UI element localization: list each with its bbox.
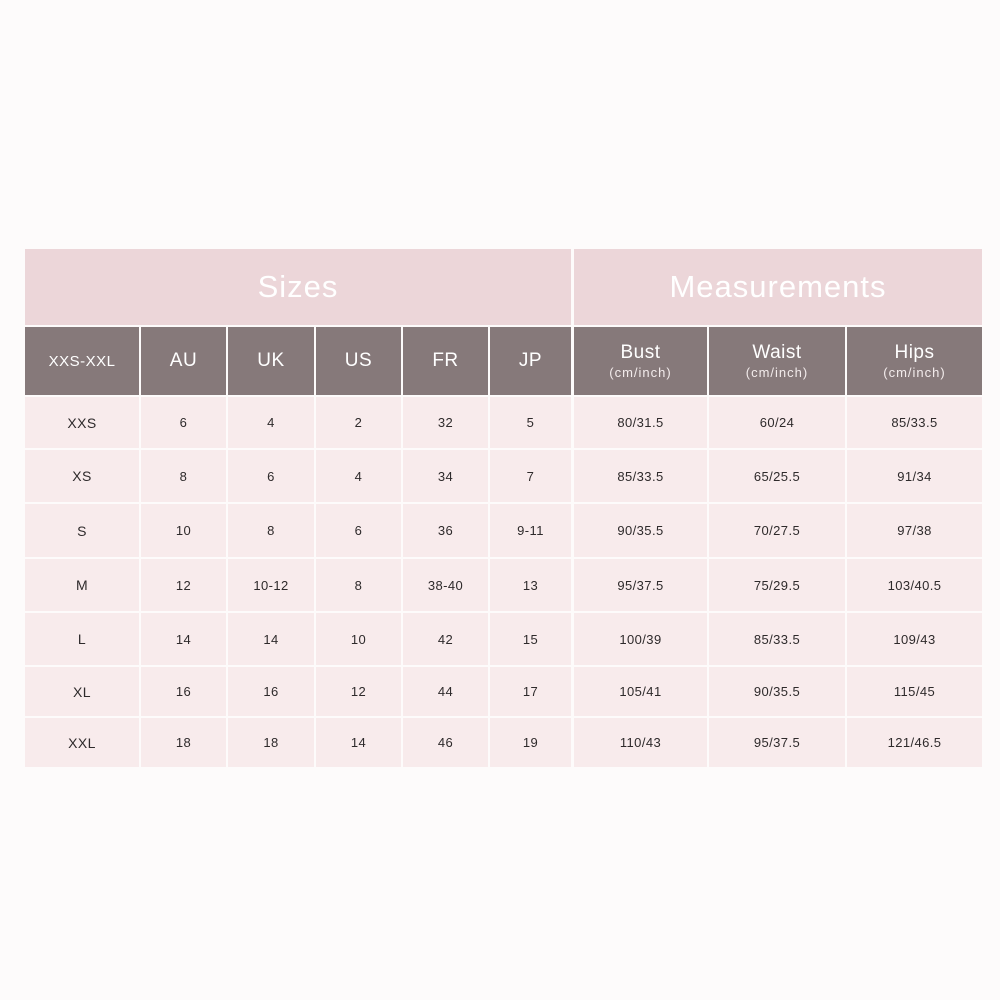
size-value-cell: 6 [141, 397, 226, 448]
size-value-cell: 9-11 [490, 504, 571, 557]
sizes-column-header: XXS-XXL [25, 327, 139, 395]
measurement-value-cell: 105/41 [574, 667, 707, 716]
size-value-cell: 14 [316, 718, 401, 767]
measurement-value-cell: 65/25.5 [709, 450, 845, 502]
size-value-cell: 2 [316, 397, 401, 448]
size-value-cell: 6 [228, 450, 314, 502]
measurement-value-cell: 60/24 [709, 397, 845, 448]
measurement-value-cell: 109/43 [847, 613, 982, 665]
measurement-header-label: Bust [620, 342, 661, 363]
size-value-cell: 4 [316, 450, 401, 502]
measurement-header-unit: (cm/inch) [609, 365, 672, 380]
size-value-cell: 42 [403, 613, 488, 665]
measurement-value-cell: 80/31.5 [574, 397, 707, 448]
size-value-cell: 38-40 [403, 559, 488, 611]
measurement-value-cell: 103/40.5 [847, 559, 982, 611]
sizes-column-header: UK [228, 327, 314, 395]
sizes-table [25, 249, 567, 767]
measurement-value-cell: 85/33.5 [709, 613, 845, 665]
size-value-cell: 7 [490, 450, 571, 502]
size-label-cell: XL [25, 667, 139, 716]
size-value-cell: 15 [490, 613, 571, 665]
size-value-cell: 8 [228, 504, 314, 557]
size-value-cell: 46 [403, 718, 488, 767]
size-value-cell: 12 [141, 559, 226, 611]
size-value-cell: 14 [141, 613, 226, 665]
size-value-cell: 32 [403, 397, 488, 448]
size-value-cell: 13 [490, 559, 571, 611]
size-label-cell: L [25, 613, 139, 665]
sizes-column-header: FR [403, 327, 488, 395]
measurement-value-cell: 97/38 [847, 504, 982, 557]
size-value-cell: 14 [228, 613, 314, 665]
measurements-title: Measurements [574, 249, 982, 325]
measurement-value-cell: 121/46.5 [847, 718, 982, 767]
sizes-column-header: AU [141, 327, 226, 395]
measurement-column-header [574, 327, 707, 395]
size-value-cell: 36 [403, 504, 488, 557]
sizes-column-header: US [316, 327, 401, 395]
size-value-cell: 12 [316, 667, 401, 716]
size-value-cell: 18 [228, 718, 314, 767]
size-label-cell: S [25, 504, 139, 557]
size-value-cell: 8 [316, 559, 401, 611]
measurement-value-cell: 90/35.5 [709, 667, 845, 716]
size-value-cell: 5 [490, 397, 571, 448]
measurement-header-label: Waist [752, 342, 802, 363]
measurement-column-header [847, 327, 982, 395]
size-label-cell: XXS [25, 397, 139, 448]
measurements-table [574, 249, 982, 767]
size-value-cell: 10 [141, 504, 226, 557]
measurement-value-cell: 85/33.5 [847, 397, 982, 448]
size-label-cell: XXL [25, 718, 139, 767]
size-value-cell: 34 [403, 450, 488, 502]
measurement-header-unit: (cm/inch) [745, 365, 809, 380]
size-label-cell: XS [25, 450, 139, 502]
measurement-value-cell: 91/34 [847, 450, 982, 502]
size-value-cell: 4 [228, 397, 314, 448]
measurement-value-cell: 110/43 [574, 718, 707, 767]
measurement-header-label: Hips [894, 342, 935, 363]
size-value-cell: 19 [490, 718, 571, 767]
sizes-column-header: JP [490, 327, 571, 395]
size-label-cell: M [25, 559, 139, 611]
size-value-cell: 8 [141, 450, 226, 502]
size-value-cell: 17 [490, 667, 571, 716]
measurement-value-cell: 90/35.5 [574, 504, 707, 557]
size-value-cell: 18 [141, 718, 226, 767]
size-value-cell: 44 [403, 667, 488, 716]
size-value-cell: 16 [141, 667, 226, 716]
size-value-cell: 10-12 [228, 559, 314, 611]
size-value-cell: 10 [316, 613, 401, 665]
measurement-value-cell: 95/37.5 [574, 559, 707, 611]
sizes-title: Sizes [25, 249, 571, 325]
measurement-value-cell: 70/27.5 [709, 504, 845, 557]
measurement-value-cell: 100/39 [574, 613, 707, 665]
measurement-value-cell: 85/33.5 [574, 450, 707, 502]
measurement-value-cell: 115/45 [847, 667, 982, 716]
size-value-cell: 16 [228, 667, 314, 716]
measurement-header-unit: (cm/inch) [883, 365, 946, 380]
measurement-column-header [709, 327, 845, 395]
size-value-cell: 6 [316, 504, 401, 557]
measurement-value-cell: 75/29.5 [709, 559, 845, 611]
measurement-value-cell: 95/37.5 [709, 718, 845, 767]
